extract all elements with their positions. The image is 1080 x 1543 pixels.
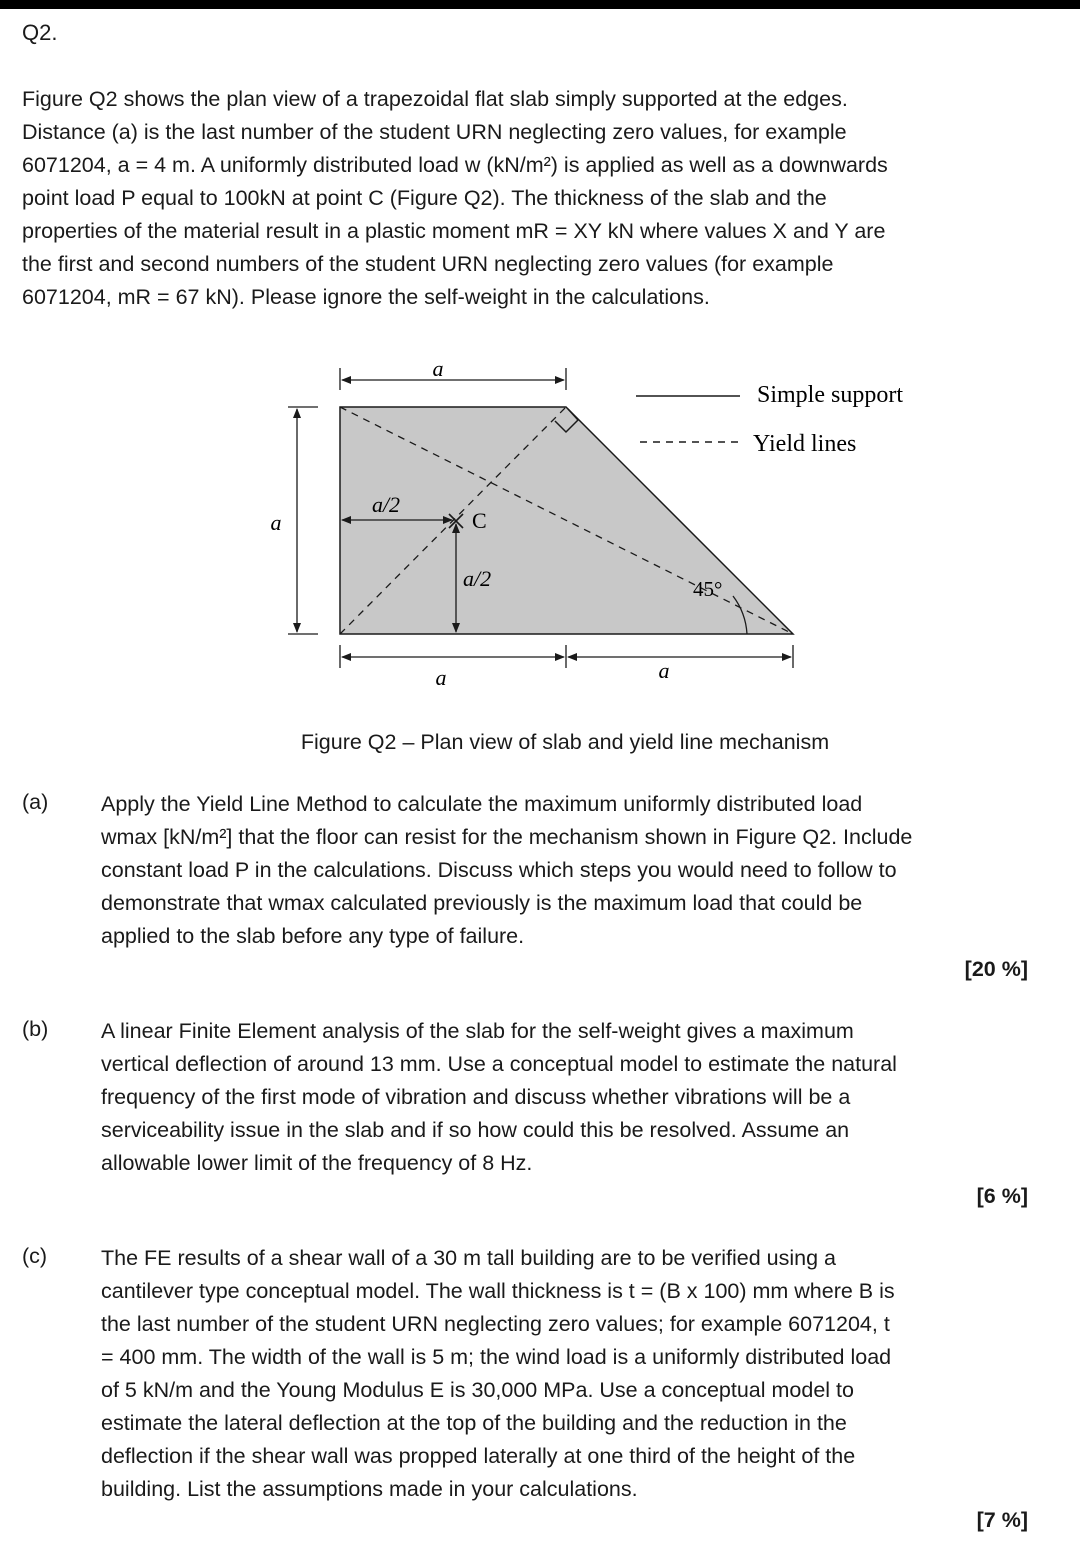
part-b-label: (b) — [22, 1017, 49, 1041]
part-a-line: wmax [kN/m²] that the floor can resist for the mechanism shown in Figure Q2. Include — [101, 825, 913, 849]
part-c-label: (c) — [22, 1244, 48, 1268]
intro-line: point load P equal to 100kN at point C (Figure Q2). The thickness of the slab and the — [22, 186, 827, 210]
part-c-line: the last number of the student URN neglecting zero values; for example 6071204, t — [101, 1312, 890, 1336]
half-horizontal-label: a/2 — [371, 492, 401, 517]
half-vertical-label: a/2 — [463, 566, 492, 591]
dim-bottom-left-label: a — [435, 665, 447, 690]
question-number: Q2. — [22, 20, 58, 45]
part-a-line: applied to the slab before any type of failure. — [101, 924, 525, 948]
part-c-marks: [7 %] — [976, 1508, 1028, 1532]
part-b-line: vertical deflection of around 13 mm. Use a conceptual model to estimate the natural — [101, 1052, 897, 1076]
intro-line: 6071204, mR = 67 kN). Please ignore the self-weight in the calculations. — [22, 285, 710, 309]
angle-label: 45° — [693, 577, 723, 601]
intro-line: the first and second numbers of the student URN neglecting zero values (for example — [22, 252, 834, 276]
part-c-line: The FE results of a shear wall of a 30 m tall building are to be verified using a — [101, 1246, 836, 1270]
part-a-line: Apply the Yield Line Method to calculate the maximum uniformly distributed load — [101, 792, 863, 816]
dim-top-label: a — [432, 356, 444, 381]
part-a-body — [101, 788, 1041, 953]
part-b-line: serviceability issue in the slab and if so how could this be resolved. Assume an — [101, 1118, 850, 1142]
part-a-line: demonstrate that wmax calculated previously is the maximum load that could be — [101, 891, 863, 915]
intro-line: 6071204, a = 4 m. A uniformly distributed load w (kN/m²) is applied as well as a downwards — [22, 153, 888, 177]
slab-diagram — [0, 340, 1080, 720]
part-a-marks: [20 %] — [964, 957, 1028, 981]
part-b-line: allowable lower limit of the frequency of 8 Hz. — [101, 1151, 533, 1175]
part-c-line: deflection if the shear wall was propped laterally at one third of the height of the — [101, 1444, 856, 1468]
question-intro — [22, 83, 1032, 314]
part-c-body — [101, 1242, 1041, 1506]
part-c-line: of 5 kN/m and the Young Modulus E is 30,000 MPa. Use a conceptual model to — [101, 1378, 854, 1402]
part-c-line: = 400 mm. The width of the wall is 5 m; the wind load is a uniformly distributed load — [101, 1345, 892, 1369]
part-a-label: (a) — [22, 790, 49, 814]
intro-line: properties of the material result in a plastic moment mR = XY kN where values X and Y are — [22, 219, 886, 243]
part-c-line: building. List the assumptions made in your calculations. — [101, 1477, 638, 1501]
intro-line: Distance (a) is the last number of the student URN neglecting zero values, for example — [22, 120, 847, 144]
part-b-line: A linear Finite Element analysis of the slab for the self-weight gives a maximum — [101, 1019, 854, 1043]
legend-yield-label: Yield lines — [753, 431, 857, 457]
dim-left-label: a — [270, 510, 282, 535]
part-a-line: constant load P in the calculations. Discuss which steps you would need to follow to — [101, 858, 897, 882]
dim-bottom — [340, 645, 793, 668]
dim-left — [288, 407, 318, 634]
figure-caption: Figure Q2 – Plan view of slab and yield line mechanism — [300, 730, 830, 754]
part-b-marks: [6 %] — [976, 1184, 1028, 1208]
figure-q2 — [0, 340, 1080, 720]
point-c-label: C — [472, 508, 487, 533]
legend-support-label: Simple support — [757, 382, 904, 408]
part-c-line: estimate the lateral deflection at the top of the building and the reduction in the — [101, 1411, 847, 1435]
top-border — [0, 0, 1080, 9]
part-b-body — [101, 1015, 1041, 1180]
dim-bottom-right-label: a — [658, 658, 670, 683]
part-c-line: cantilever type conceptual model. The wall thickness is t = (B x 100) mm where B is — [101, 1279, 895, 1303]
part-b-line: frequency of the first mode of vibration and discuss whether vibrations will be a — [101, 1085, 851, 1109]
intro-line: Figure Q2 shows the plan view of a trapezoidal flat slab simply supported at the edges. — [22, 87, 848, 111]
dim-top — [340, 368, 566, 390]
